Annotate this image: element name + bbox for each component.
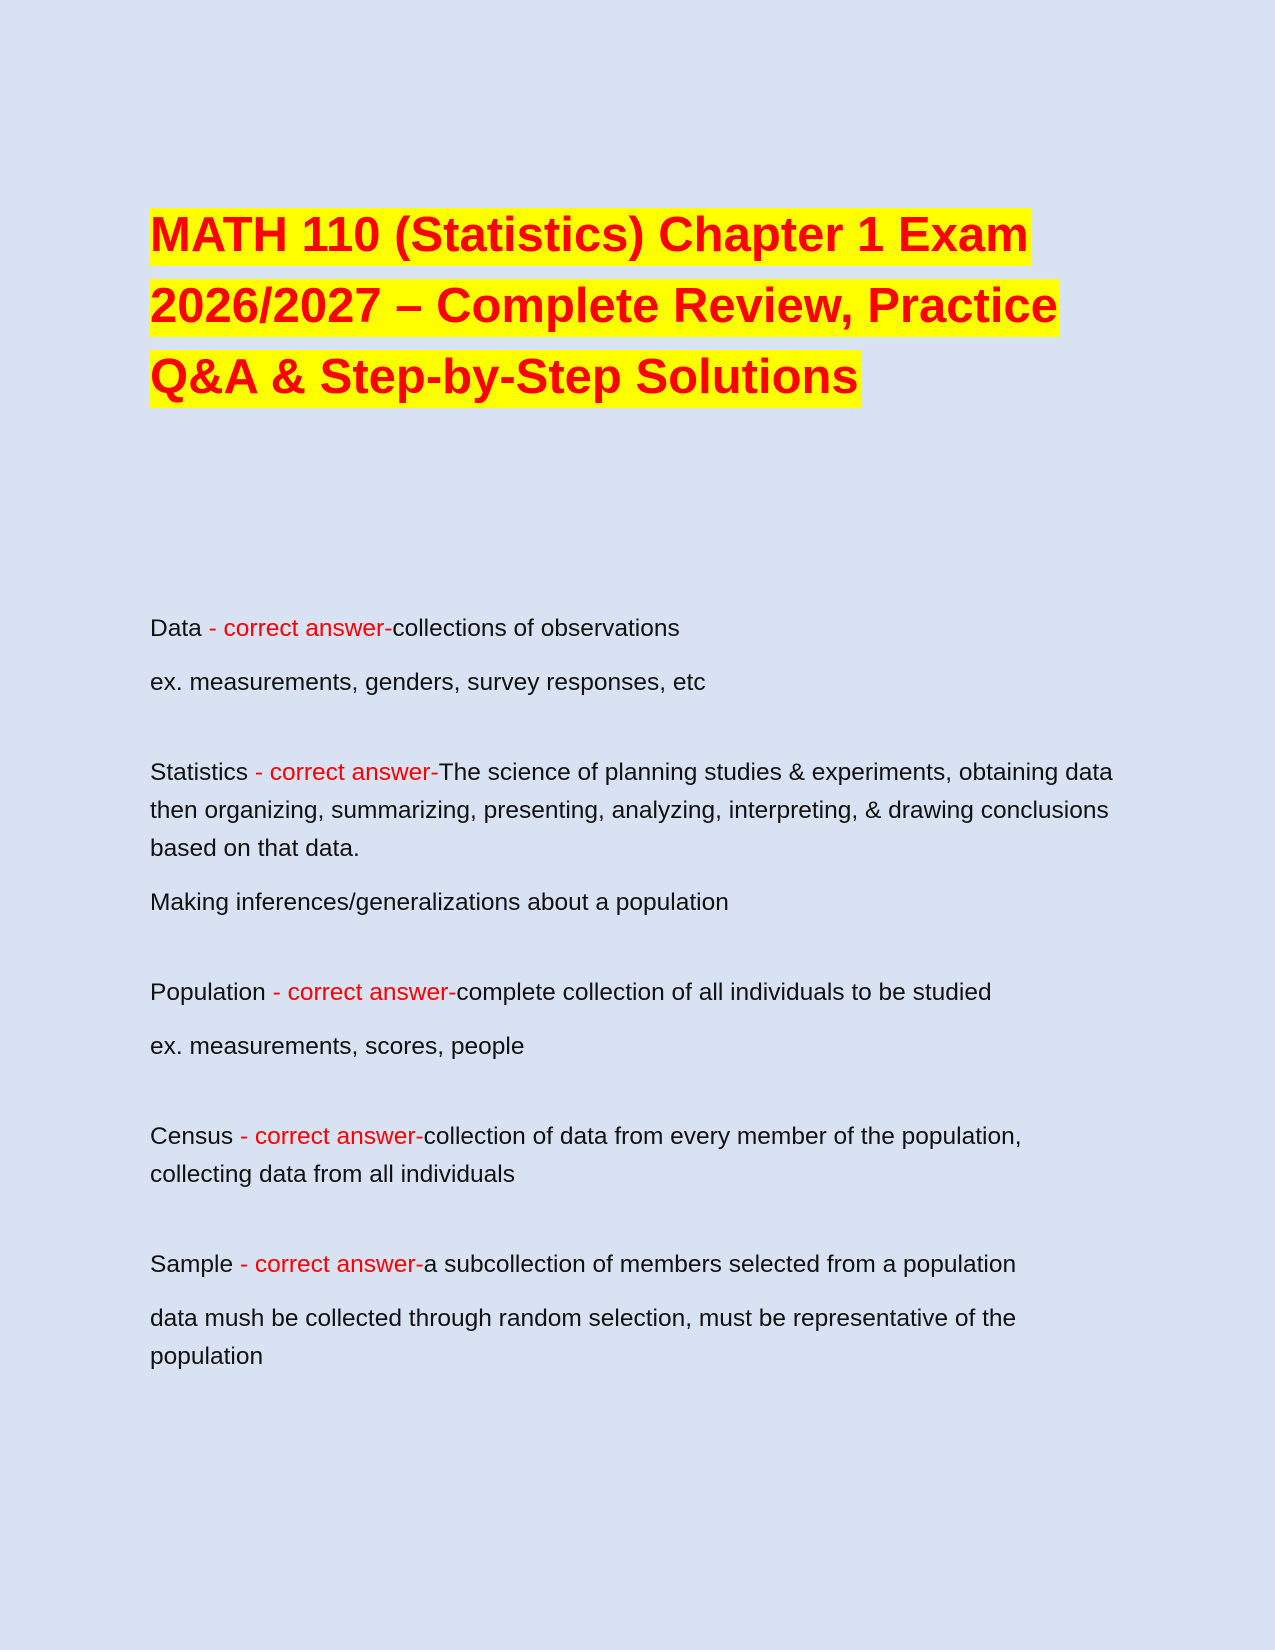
qa-definition: The science of planning studies & experiments, obtaining data then organizing, summarizing, presenting, analyzing, interpreting, & drawing conclusions based on that data.: [150, 759, 1113, 862]
qa-definition: collections of observations: [392, 615, 680, 642]
qa-term: Sample: [150, 1251, 234, 1278]
qa-term: Statistics: [150, 759, 249, 786]
qa-line: [150, 1118, 1130, 1194]
qa-entry-sample: [150, 1246, 1130, 1376]
qa-definition: a subcollection of members selected from a population: [423, 1251, 1017, 1278]
qa-note: ex. measurements, genders, survey responses, etc: [150, 669, 706, 696]
qa-list: [150, 610, 1130, 1376]
qa-entry-statistics: [150, 754, 1130, 922]
qa-term: Data: [150, 615, 202, 642]
qa-entry-data: [150, 610, 1130, 702]
document-title: [150, 200, 1110, 413]
qa-note: ex. measurements, scores, people: [150, 1033, 525, 1060]
document-title-text: MATH 110 (Statistics) Chapter 1 Exam 2026/2027 – Complete Review, Practice Q&A & Step-by-Step Solutions: [150, 208, 1060, 408]
qa-term: Population: [150, 979, 266, 1006]
qa-answer-separator: - correct answer-: [248, 759, 439, 786]
qa-answer-separator: - correct answer-: [201, 615, 393, 642]
qa-answer-separator: - correct answer-: [265, 979, 457, 1006]
qa-entry-population: [150, 974, 1130, 1066]
qa-note: Making inferences/generalizations about a population: [150, 889, 729, 916]
qa-note: data mush be collected through random selection, must be representative of the population: [150, 1305, 1017, 1370]
qa-answer-separator: - correct answer-: [233, 1123, 424, 1150]
qa-definition: complete collection of all individuals to be studied: [456, 979, 992, 1006]
qa-line: [150, 1246, 1130, 1284]
qa-answer-separator: - correct answer-: [233, 1251, 424, 1278]
qa-definition: collection of data from every member of the population, collecting data from all individuals: [150, 1123, 1022, 1188]
qa-entry-census: [150, 1118, 1130, 1194]
qa-term: Census: [150, 1123, 234, 1150]
qa-line: [150, 610, 1130, 648]
qa-line: [150, 974, 1130, 1012]
qa-line: [150, 754, 1130, 868]
